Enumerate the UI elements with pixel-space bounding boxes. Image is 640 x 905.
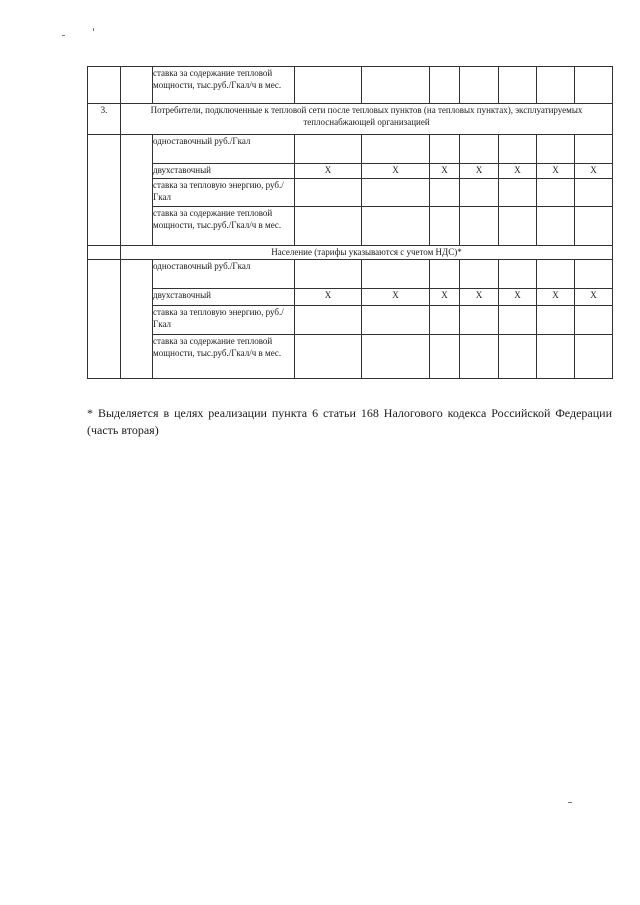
- value-cell: [295, 335, 362, 379]
- value-cell: [460, 335, 499, 379]
- table-row: [88, 179, 613, 207]
- x-mark: X: [575, 164, 613, 179]
- section-number: 3.: [88, 104, 121, 135]
- number-cell: [88, 67, 121, 104]
- value-cell: [537, 67, 575, 104]
- value-cell: [575, 335, 613, 379]
- value-cell: [575, 179, 613, 207]
- value-cell: [362, 207, 430, 246]
- value-cell: [499, 67, 537, 104]
- x-mark: X: [362, 164, 430, 179]
- value-cell: [362, 335, 430, 379]
- row-label: двухставочный: [153, 289, 295, 306]
- x-mark: X: [295, 289, 362, 306]
- value-cell: [537, 260, 575, 289]
- scan-speck: [93, 28, 94, 31]
- value-cell: [460, 135, 499, 164]
- value-cell: [499, 179, 537, 207]
- row-label: одноставочный руб./Гкал: [153, 260, 295, 289]
- number-cell: [88, 135, 121, 246]
- number-cell: [88, 260, 121, 379]
- scan-speck: [568, 802, 572, 803]
- section-title: Потребители, подключенные к тепловой сети после тепловых пунктов (на тепловых пунктах), эксплуатируемых теплоснабжающей организацией: [121, 104, 613, 135]
- tariff-table: [87, 66, 613, 379]
- value-cell: [362, 260, 430, 289]
- x-mark: X: [362, 289, 430, 306]
- x-mark: X: [460, 164, 499, 179]
- value-cell: [430, 135, 460, 164]
- value-cell: [575, 135, 613, 164]
- value-cell: [575, 306, 613, 335]
- section-header-row: [88, 246, 613, 260]
- x-mark: X: [430, 164, 460, 179]
- value-cell: [362, 179, 430, 207]
- table-row: [88, 164, 613, 179]
- value-cell: [460, 179, 499, 207]
- value-cell: [537, 179, 575, 207]
- table-row: [88, 260, 613, 289]
- row-label: ставка за содержание тепловой мощности, тыс.руб./Гкал/ч в мес.: [153, 335, 295, 379]
- table-row: [88, 135, 613, 164]
- table-row: [88, 289, 613, 306]
- value-cell: [295, 179, 362, 207]
- value-cell: [537, 135, 575, 164]
- x-mark: X: [499, 289, 537, 306]
- table-row: [88, 335, 613, 379]
- value-cell: [362, 67, 430, 104]
- value-cell: [460, 260, 499, 289]
- sub-cell: [121, 67, 153, 104]
- value-cell: [499, 135, 537, 164]
- value-cell: [295, 207, 362, 246]
- x-mark: X: [537, 164, 575, 179]
- row-label: ставка за содержание тепловой мощности, тыс.руб./Гкал/ч в мес.: [153, 67, 295, 104]
- x-mark: X: [537, 289, 575, 306]
- row-label: двухставочный: [153, 164, 295, 179]
- value-cell: [499, 335, 537, 379]
- x-mark: X: [499, 164, 537, 179]
- table-row: [88, 207, 613, 246]
- x-mark: X: [430, 289, 460, 306]
- row-label: ставка за содержание тепловой мощности, тыс.руб./Гкал/ч в мес.: [153, 207, 295, 246]
- value-cell: [499, 306, 537, 335]
- footnote: * Выделяется в целях реализации пункта 6 статьи 168 Налогового кодекса Российской Федерации (часть вторая): [87, 406, 612, 437]
- value-cell: [575, 67, 613, 104]
- value-cell: [430, 67, 460, 104]
- value-cell: [430, 260, 460, 289]
- sub-cell: [121, 135, 153, 246]
- value-cell: [575, 207, 613, 246]
- section-title: Население (тарифы указываются с учетом НДС)*: [121, 246, 613, 260]
- row-label: ставка за тепловую энергию, руб./Гкал: [153, 306, 295, 335]
- value-cell: [362, 306, 430, 335]
- value-cell: [537, 335, 575, 379]
- x-mark: X: [575, 289, 613, 306]
- value-cell: [430, 207, 460, 246]
- value-cell: [460, 207, 499, 246]
- table-row: [88, 67, 613, 104]
- value-cell: [295, 260, 362, 289]
- value-cell: [460, 67, 499, 104]
- section-header-row: [88, 104, 613, 135]
- value-cell: [295, 67, 362, 104]
- value-cell: [430, 179, 460, 207]
- number-cell: [88, 246, 121, 260]
- row-label: ставка за тепловую энергию, руб./Гкал: [153, 179, 295, 207]
- value-cell: [460, 306, 499, 335]
- value-cell: [295, 306, 362, 335]
- value-cell: [430, 335, 460, 379]
- value-cell: [499, 260, 537, 289]
- value-cell: [499, 207, 537, 246]
- value-cell: [295, 135, 362, 164]
- value-cell: [537, 207, 575, 246]
- value-cell: [430, 306, 460, 335]
- table-row: [88, 306, 613, 335]
- x-mark: X: [295, 164, 362, 179]
- row-label: одноставочный руб./Гкал: [153, 135, 295, 164]
- x-mark: X: [460, 289, 499, 306]
- sub-cell: [121, 260, 153, 379]
- scan-speck: [62, 35, 65, 36]
- value-cell: [537, 306, 575, 335]
- value-cell: [362, 135, 430, 164]
- value-cell: [575, 260, 613, 289]
